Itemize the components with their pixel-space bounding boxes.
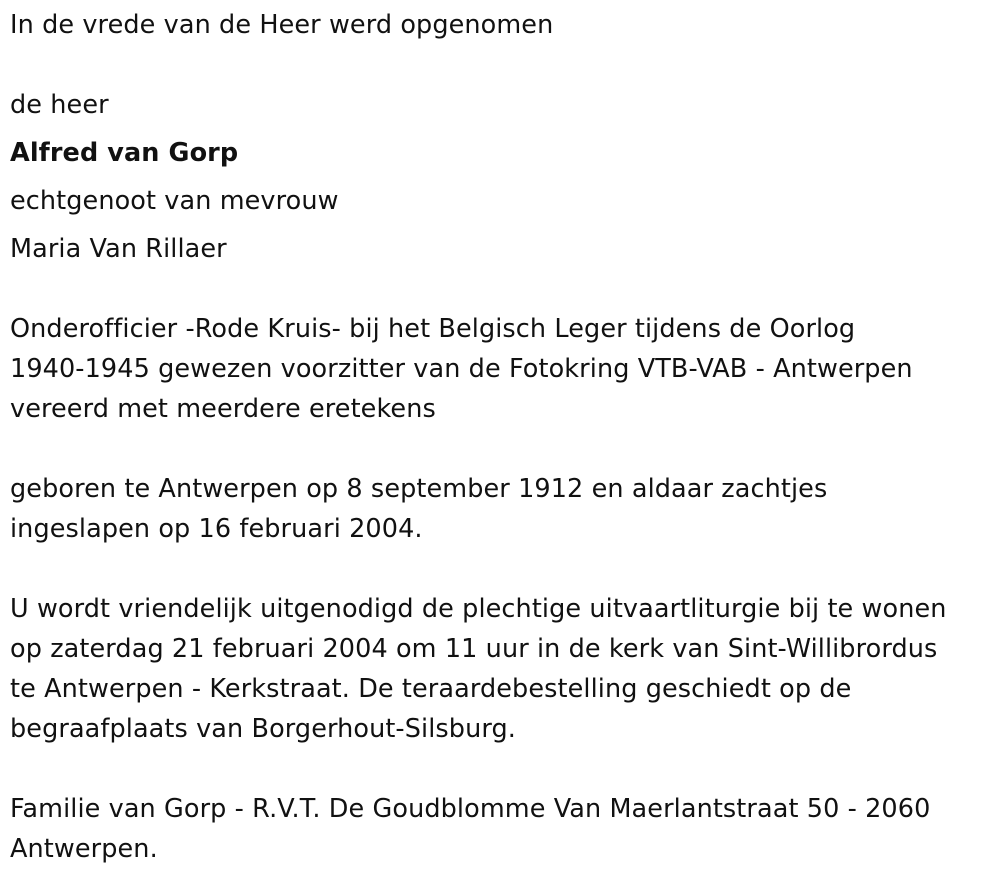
- spouse-label: echtgenoot van mevrouw: [10, 186, 339, 216]
- funeral-line: begraafplaats van Borgerhout-Silsburg.: [10, 714, 516, 744]
- bio-line: vereerd met meerdere eretekens: [10, 394, 436, 424]
- funeral-line: te Antwerpen - Kerkstraat. De teraardebestelling geschiedt op de: [10, 674, 852, 704]
- contact-line: Familie van Gorp - R.V.T. De Goudblomme Van Maerlantstraat 50 - 2060: [10, 794, 931, 824]
- funeral-line: op zaterdag 21 februari 2004 om 11 uur in de kerk van Sint-Willibrordus: [10, 634, 938, 664]
- birth-line: ingeslapen op 16 februari 2004.: [10, 514, 423, 544]
- birth-line: geboren te Antwerpen op 8 september 1912 en aldaar zachtjes: [10, 474, 828, 504]
- bio-line: 1940-1945 gewezen voorzitter van de Fotokring VTB-VAB - Antwerpen: [10, 354, 913, 384]
- spouse-name: Maria Van Rillaer: [10, 234, 227, 264]
- contact-line: Antwerpen.: [10, 834, 158, 864]
- bio-line: Onderofficier -Rode Kruis- bij het Belgisch Leger tijdens de Oorlog: [10, 314, 856, 344]
- intro-text: In de vrede van de Heer werd opgenomen: [10, 10, 554, 40]
- deceased-name: Alfred van Gorp: [10, 138, 239, 168]
- salutation-text: de heer: [10, 90, 109, 120]
- funeral-line: U wordt vriendelijk uitgenodigd de plechtige uitvaartliturgie bij te wonen: [10, 594, 947, 624]
